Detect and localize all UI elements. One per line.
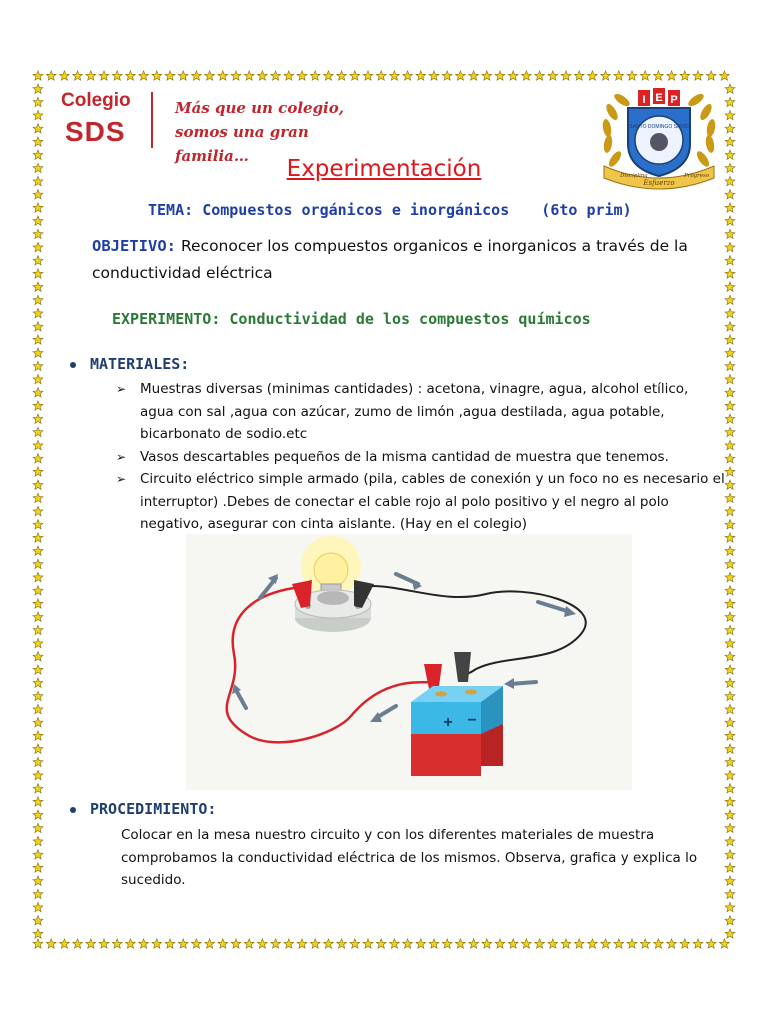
star-icon — [139, 71, 149, 80]
star-icon — [508, 71, 518, 80]
materials-heading-text: MATERIALES: — [90, 355, 190, 373]
star-icon — [667, 71, 677, 80]
star-icon — [33, 374, 43, 383]
star-icon — [33, 770, 43, 779]
star-icon — [99, 939, 109, 948]
star-icon — [337, 939, 347, 948]
crest-ring-text: SANTO DOMINGO SAVIO — [629, 124, 689, 130]
star-icon — [725, 836, 735, 845]
star-icon — [33, 335, 43, 344]
star-icon — [725, 678, 735, 687]
star-icon — [588, 939, 598, 948]
star-icon — [244, 71, 254, 80]
star-icon — [363, 71, 373, 80]
star-icon — [33, 929, 43, 938]
star-icon — [86, 71, 96, 80]
star-icon — [725, 546, 735, 555]
star-icon — [680, 71, 690, 80]
star-icon — [271, 939, 281, 948]
star-icon — [522, 939, 532, 948]
star-icon — [33, 427, 43, 436]
star-icon — [706, 71, 716, 80]
battery-icon — [411, 686, 503, 776]
star-icon — [725, 414, 735, 423]
star-icon — [725, 84, 735, 93]
star-icon — [725, 124, 735, 133]
star-icon — [192, 71, 202, 80]
star-icon — [33, 229, 43, 238]
star-icon — [725, 322, 735, 331]
experiment-text: Conductividad de los compuestos químicos — [229, 310, 591, 328]
crest-letter-1: I — [642, 94, 646, 106]
star-icon — [535, 939, 545, 948]
star-icon — [297, 71, 307, 80]
star-icon — [725, 374, 735, 383]
star-icon — [725, 348, 735, 357]
circuit-illustration — [186, 534, 632, 790]
star-icon — [350, 939, 360, 948]
star-icon — [725, 929, 735, 938]
star-icon — [126, 71, 136, 80]
star-icon — [33, 242, 43, 251]
star-icon — [725, 520, 735, 529]
star-icon — [33, 612, 43, 621]
star-icon — [33, 823, 43, 832]
star-icon — [725, 704, 735, 713]
star-icon — [640, 71, 650, 80]
star-icon — [725, 916, 735, 925]
star-icon — [33, 757, 43, 766]
star-icon — [33, 625, 43, 634]
star-icon — [725, 744, 735, 753]
star-icon — [561, 939, 571, 948]
star-icon — [680, 939, 690, 948]
bullet-dot-icon — [70, 362, 76, 368]
topic-line — [148, 201, 632, 219]
star-icon — [654, 71, 664, 80]
materials-list — [116, 378, 726, 536]
star-icon — [495, 71, 505, 80]
star-icon — [725, 572, 735, 581]
star-icon — [324, 71, 334, 80]
star-icon — [725, 770, 735, 779]
star-icon — [33, 863, 43, 872]
star-icon — [33, 269, 43, 278]
star-icon — [725, 308, 735, 317]
star-icon — [33, 308, 43, 317]
star-icon — [376, 71, 386, 80]
star-icon — [725, 427, 735, 436]
star-icon — [693, 71, 703, 80]
slogan-line-1: Más que un colegio, — [175, 99, 344, 117]
star-icon — [33, 784, 43, 793]
star-icon — [112, 71, 122, 80]
topic-text: Compuestos orgánicos e inorgánicos — [202, 201, 510, 219]
star-icon — [231, 71, 241, 80]
logo-colegio-text: Colegio — [61, 90, 131, 111]
star-icon — [469, 71, 479, 80]
materials-heading — [70, 355, 189, 373]
star-icon — [33, 84, 43, 93]
star-icon — [548, 939, 558, 948]
star-icon — [33, 97, 43, 106]
star-icon — [627, 71, 637, 80]
crest-letters — [638, 88, 680, 106]
star-icon — [33, 110, 43, 119]
star-icon — [640, 939, 650, 948]
star-icon — [165, 71, 175, 80]
star-icon — [720, 71, 730, 80]
star-icon — [33, 939, 43, 948]
star-icon — [614, 939, 624, 948]
objective-paragraph — [92, 233, 732, 287]
star-icon — [33, 454, 43, 463]
star-icon — [297, 939, 307, 948]
star-icon — [258, 939, 268, 948]
star-icon — [376, 939, 386, 948]
star-icon — [725, 137, 735, 146]
star-icon — [725, 810, 735, 819]
star-icon — [535, 71, 545, 80]
experiment-label: EXPERIMENTO: — [112, 310, 221, 328]
star-icon — [601, 939, 611, 948]
star-icon — [33, 889, 43, 898]
star-icon — [627, 939, 637, 948]
star-icon — [725, 480, 735, 489]
star-icon — [33, 282, 43, 291]
star-icon — [33, 295, 43, 304]
banner-word-3: Progreso — [684, 173, 710, 179]
star-icon — [33, 718, 43, 727]
star-icon — [33, 361, 43, 370]
star-icon — [33, 678, 43, 687]
star-icon — [33, 902, 43, 911]
school-logo — [55, 88, 355, 165]
star-icon — [725, 440, 735, 449]
star-icon — [33, 493, 43, 502]
star-icon — [33, 388, 43, 397]
star-icon — [725, 652, 735, 661]
material-text-3: Circuito eléctrico simple armado (pila, cables de conexión y un foco no es necesario el interruptor) .Debes de conectar el cable rojo al polo positivo y el negro al polo negativo, asegurar con cinta aislante. (Hay en el colegio) — [140, 471, 725, 532]
star-icon — [284, 939, 294, 948]
star-icon — [390, 71, 400, 80]
star-icon — [725, 638, 735, 647]
star-icon — [205, 939, 215, 948]
star-icon — [588, 71, 598, 80]
star-icon — [33, 744, 43, 753]
logo-divider — [151, 92, 153, 148]
material-text-2: Vasos descartables pequeños de la misma cantidad de muestra que tenemos. — [140, 448, 669, 465]
star-icon — [33, 916, 43, 925]
star-icon — [33, 704, 43, 713]
procedure-heading-text: PROCEDIMIENTO: — [90, 800, 217, 818]
star-icon — [403, 939, 413, 948]
banner-word-1: Disciplina — [620, 173, 648, 179]
star-icon — [725, 295, 735, 304]
page-title: Experimentación — [286, 156, 482, 182]
star-icon — [33, 836, 43, 845]
arrow-bullet-icon: ➢ — [116, 382, 127, 396]
star-icon — [152, 71, 162, 80]
star-icon — [60, 939, 70, 948]
bullet-dot-icon — [70, 807, 76, 813]
star-icon — [99, 71, 109, 80]
star-icon — [112, 939, 122, 948]
crest-letter-2: E — [655, 92, 663, 104]
star-icon — [33, 572, 43, 581]
topic-label: TEMA: — [148, 201, 194, 219]
star-icon — [33, 190, 43, 199]
star-icon — [33, 876, 43, 885]
star-icon — [725, 493, 735, 502]
star-icon — [390, 939, 400, 948]
star-icon — [725, 110, 735, 119]
star-icon — [403, 71, 413, 80]
star-icon — [725, 797, 735, 806]
list-item — [116, 468, 726, 536]
procedure-text: Colocar en la mesa nuestro circuito y con los diferentes materiales de muestra comprobamos la conductividad eléctrica de los mismos. Observa, grafica y explica lo sucedido. — [121, 827, 698, 888]
star-icon — [429, 939, 439, 948]
star-icon — [725, 863, 735, 872]
star-icon — [33, 638, 43, 647]
star-icon — [33, 71, 43, 80]
material-text-1: Muestras diversas (minimas cantidades) : acetona, vinagre, agua, alcohol etílico, agua con sal ,agua con azúcar, zumo de limón ,agua destilada, agua potable, bicarbonato de sodio.etc — [140, 381, 689, 442]
star-icon — [725, 902, 735, 911]
star-icon — [33, 480, 43, 489]
star-icon — [310, 71, 320, 80]
star-icon — [725, 876, 735, 885]
star-icon — [720, 939, 730, 948]
star-icon — [284, 71, 294, 80]
star-icon — [33, 665, 43, 674]
star-icon — [33, 533, 43, 542]
star-icon — [561, 71, 571, 80]
star-icon — [667, 939, 677, 948]
battery-plus: + — [443, 714, 453, 731]
star-icon — [725, 731, 735, 740]
star-icon — [33, 810, 43, 819]
star-icon — [725, 335, 735, 344]
star-icon — [324, 939, 334, 948]
star-icon — [482, 939, 492, 948]
star-icon — [73, 71, 83, 80]
star-icon — [725, 216, 735, 225]
slogan-line-2: somos una gran familia… — [175, 123, 309, 165]
star-icon — [258, 71, 268, 80]
star-icon — [33, 348, 43, 357]
star-icon — [574, 939, 584, 948]
star-icon — [218, 71, 228, 80]
star-icon — [725, 784, 735, 793]
battery-minus: − — [467, 712, 477, 729]
star-icon — [33, 414, 43, 423]
star-icon — [178, 71, 188, 80]
star-icon — [548, 71, 558, 80]
star-icon — [33, 467, 43, 476]
portrait-icon — [650, 133, 668, 151]
star-icon — [126, 939, 136, 948]
star-icon — [706, 939, 716, 948]
star-icon — [231, 939, 241, 948]
star-icon — [416, 71, 426, 80]
star-icon — [33, 256, 43, 265]
objective-text: Reconocer los compuestos organicos e inorganicos a través de la conductividad eléctrica — [92, 237, 688, 282]
star-icon — [456, 71, 466, 80]
star-icon — [725, 506, 735, 515]
star-icon — [73, 939, 83, 948]
star-icon — [522, 71, 532, 80]
star-icon — [416, 939, 426, 948]
star-icon — [33, 137, 43, 146]
arrow-bullet-icon: ➢ — [116, 449, 127, 464]
star-icon — [725, 889, 735, 898]
star-icon — [725, 691, 735, 700]
star-icon — [725, 190, 735, 199]
star-icon — [442, 939, 452, 948]
star-icon — [33, 691, 43, 700]
topic-grade: (6to prim) — [541, 201, 632, 219]
experiment-line — [112, 310, 591, 328]
star-icon — [33, 599, 43, 608]
star-icon — [469, 939, 479, 948]
star-icon — [495, 939, 505, 948]
star-icon — [178, 939, 188, 948]
star-icon — [33, 559, 43, 568]
star-icon — [33, 797, 43, 806]
star-icon — [725, 665, 735, 674]
star-icon — [33, 440, 43, 449]
star-icon — [205, 71, 215, 80]
star-icon — [310, 939, 320, 948]
list-item — [116, 378, 726, 446]
star-icon — [725, 361, 735, 370]
star-icon — [33, 322, 43, 331]
star-icon — [508, 939, 518, 948]
star-icon — [86, 939, 96, 948]
star-icon — [33, 124, 43, 133]
star-icon — [725, 203, 735, 212]
star-icon — [725, 586, 735, 595]
star-icon — [725, 533, 735, 542]
star-icon — [244, 939, 254, 948]
star-icon — [192, 939, 202, 948]
star-icon — [33, 850, 43, 859]
star-icon — [725, 467, 735, 476]
objective-label: OBJETIVO: — [92, 237, 176, 255]
star-icon — [725, 612, 735, 621]
star-icon — [693, 939, 703, 948]
star-icon — [363, 939, 373, 948]
logo-sds-text: SDS — [65, 116, 126, 147]
star-icon — [725, 850, 735, 859]
star-icon — [33, 216, 43, 225]
star-icon — [33, 520, 43, 529]
crest-letter-3: P — [670, 94, 678, 106]
star-icon — [139, 939, 149, 948]
star-icon — [33, 546, 43, 555]
star-icon — [456, 939, 466, 948]
star-icon — [725, 97, 735, 106]
star-icon — [574, 71, 584, 80]
star-icon — [725, 823, 735, 832]
star-icon — [442, 71, 452, 80]
arrow-bullet-icon: ➢ — [116, 472, 127, 486]
star-icon — [654, 939, 664, 948]
star-icon — [725, 599, 735, 608]
star-icon — [33, 652, 43, 661]
star-icon — [725, 388, 735, 397]
list-item — [116, 446, 726, 469]
star-icon — [337, 71, 347, 80]
star-icon — [725, 718, 735, 727]
banner-word-2: Esfuerzo — [643, 179, 675, 187]
star-icon — [33, 731, 43, 740]
star-icon — [218, 939, 228, 948]
star-icon — [46, 939, 56, 948]
star-icon — [33, 401, 43, 410]
star-icon — [725, 559, 735, 568]
star-icon — [482, 71, 492, 80]
star-icon — [33, 203, 43, 212]
star-icon — [33, 506, 43, 515]
light-bulb-icon — [314, 553, 348, 587]
star-icon — [165, 939, 175, 948]
star-icon — [614, 71, 624, 80]
star-icon — [60, 71, 70, 80]
star-icon — [725, 757, 735, 766]
star-icon — [33, 586, 43, 595]
star-icon — [725, 401, 735, 410]
star-icon — [601, 71, 611, 80]
star-icon — [725, 625, 735, 634]
star-icon — [725, 454, 735, 463]
star-icon — [350, 71, 360, 80]
star-icon — [46, 71, 56, 80]
star-icon — [429, 71, 439, 80]
star-icon — [271, 71, 281, 80]
star-icon — [152, 939, 162, 948]
procedure-heading — [70, 800, 216, 818]
